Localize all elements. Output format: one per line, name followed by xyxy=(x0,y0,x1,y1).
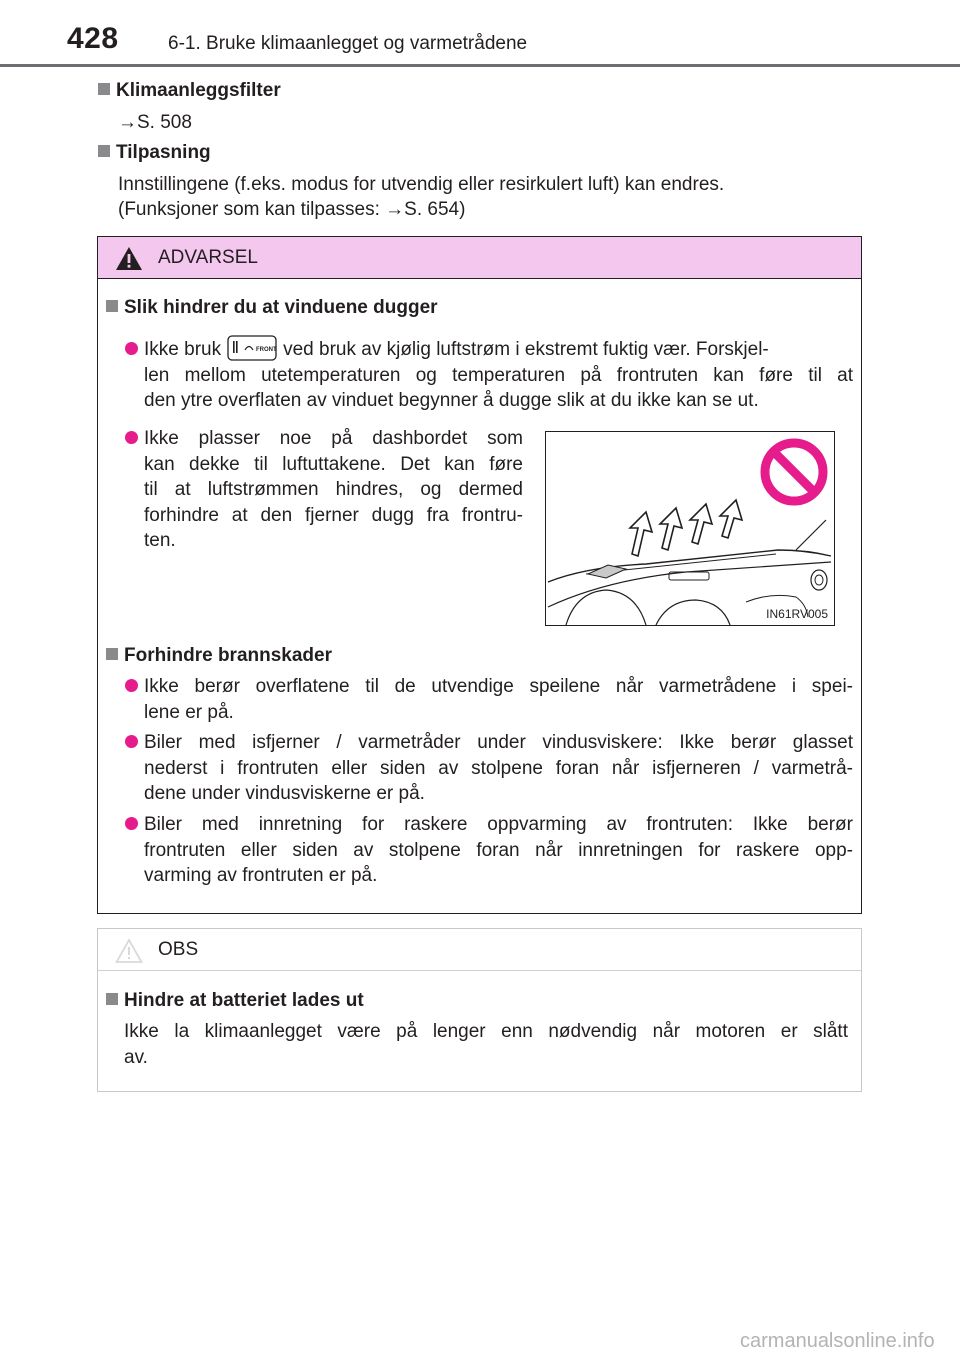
round-bullet-icon xyxy=(125,817,138,830)
note-title: OBS xyxy=(158,939,199,960)
svg-text:FRONT: FRONT xyxy=(256,347,277,353)
battery-text: Ikke la klimaanlegget være på lenger enn nødvendig når motoren er slått av. xyxy=(124,1021,848,1068)
defog-bullet-1: Ikke bruk FRONT ved bruk av kjølig luftstrøm i ekstremt fuktig vær. Forskjel- len mellom utetemperaturen og temperaturen på frontruten kan føre til at den ytre overflaten av vinduet begynner å dugge slik at du ikke kan se ut. xyxy=(125,335,853,414)
custom-text-1: Innstillingene (f.eks. modus for utvendig eller resirkulert luft) kan endres. xyxy=(118,174,725,195)
dashboard-airflow-illustration xyxy=(546,432,834,625)
battery-heading: Hindre at batteriet lades ut xyxy=(106,990,364,1012)
square-bullet-icon xyxy=(98,83,110,95)
caution-triangle-icon xyxy=(115,938,143,963)
front-defogger-button-icon xyxy=(227,335,277,361)
warning-header xyxy=(98,237,861,279)
burn-bullet-1: Ikke berør overflatene til de utvendige speilene når varmetrådene i spei- lene er på. xyxy=(125,674,853,725)
section-title: 6-1. Bruke klimaanlegget og varmetrådene xyxy=(168,33,528,54)
round-bullet-icon xyxy=(125,679,138,692)
burn-heading: Forhindre brannskader xyxy=(106,645,332,667)
burn-bullet-2: Biler med isfjerner / varmetråder under vindusviskere: Ikke berør glasset nederst i frontruten eller siden av stolpene foran når isfjerneren / varmetrå- dene under vindusviskerne er på. xyxy=(125,730,853,807)
header-divider xyxy=(0,64,960,67)
watermark: carmanualsonline.info xyxy=(740,1330,935,1352)
round-bullet-icon xyxy=(125,342,138,355)
square-bullet-icon xyxy=(106,648,118,660)
warning-title: ADVARSEL xyxy=(158,247,258,268)
square-bullet-icon xyxy=(98,145,110,157)
prohibited-icon xyxy=(765,443,823,501)
filter-ref: →S. 508 xyxy=(118,112,192,133)
warning-triangle-icon xyxy=(115,246,143,271)
square-bullet-icon xyxy=(106,300,118,312)
custom-heading: Tilpasning xyxy=(98,142,211,164)
page-number: 428 xyxy=(67,22,119,55)
custom-text-2: (Funksjoner som kan tilpasses: →S. 654) xyxy=(118,199,466,220)
airflow-arrows-icon xyxy=(630,500,742,556)
filter-heading: Klimaanleggsfilter xyxy=(98,80,281,102)
round-bullet-icon xyxy=(125,431,138,444)
page-header xyxy=(0,0,960,70)
burn-bullet-3: Biler med innretning for raskere oppvarming av frontruten: Ikke berør frontruten eller siden av stolpene foran når innretningen for raskere opp- varming av frontruten er på. xyxy=(125,812,853,889)
figure-code: IN61RV005 xyxy=(766,607,828,621)
dashboard-illustration xyxy=(545,431,835,626)
defog-heading: Slik hindrer du at vinduene dugger xyxy=(106,297,438,319)
round-bullet-icon xyxy=(125,735,138,748)
note-header xyxy=(98,929,861,971)
defog-bullet-2: Ikke plasser noe på dashbordet som kan dekke til luftuttakene. Det kan føre til at luftstrømmen hindres, og dermed forhindre at den fjerner dugg fra frontru- ten. xyxy=(125,426,523,554)
square-bullet-icon xyxy=(106,993,118,1005)
